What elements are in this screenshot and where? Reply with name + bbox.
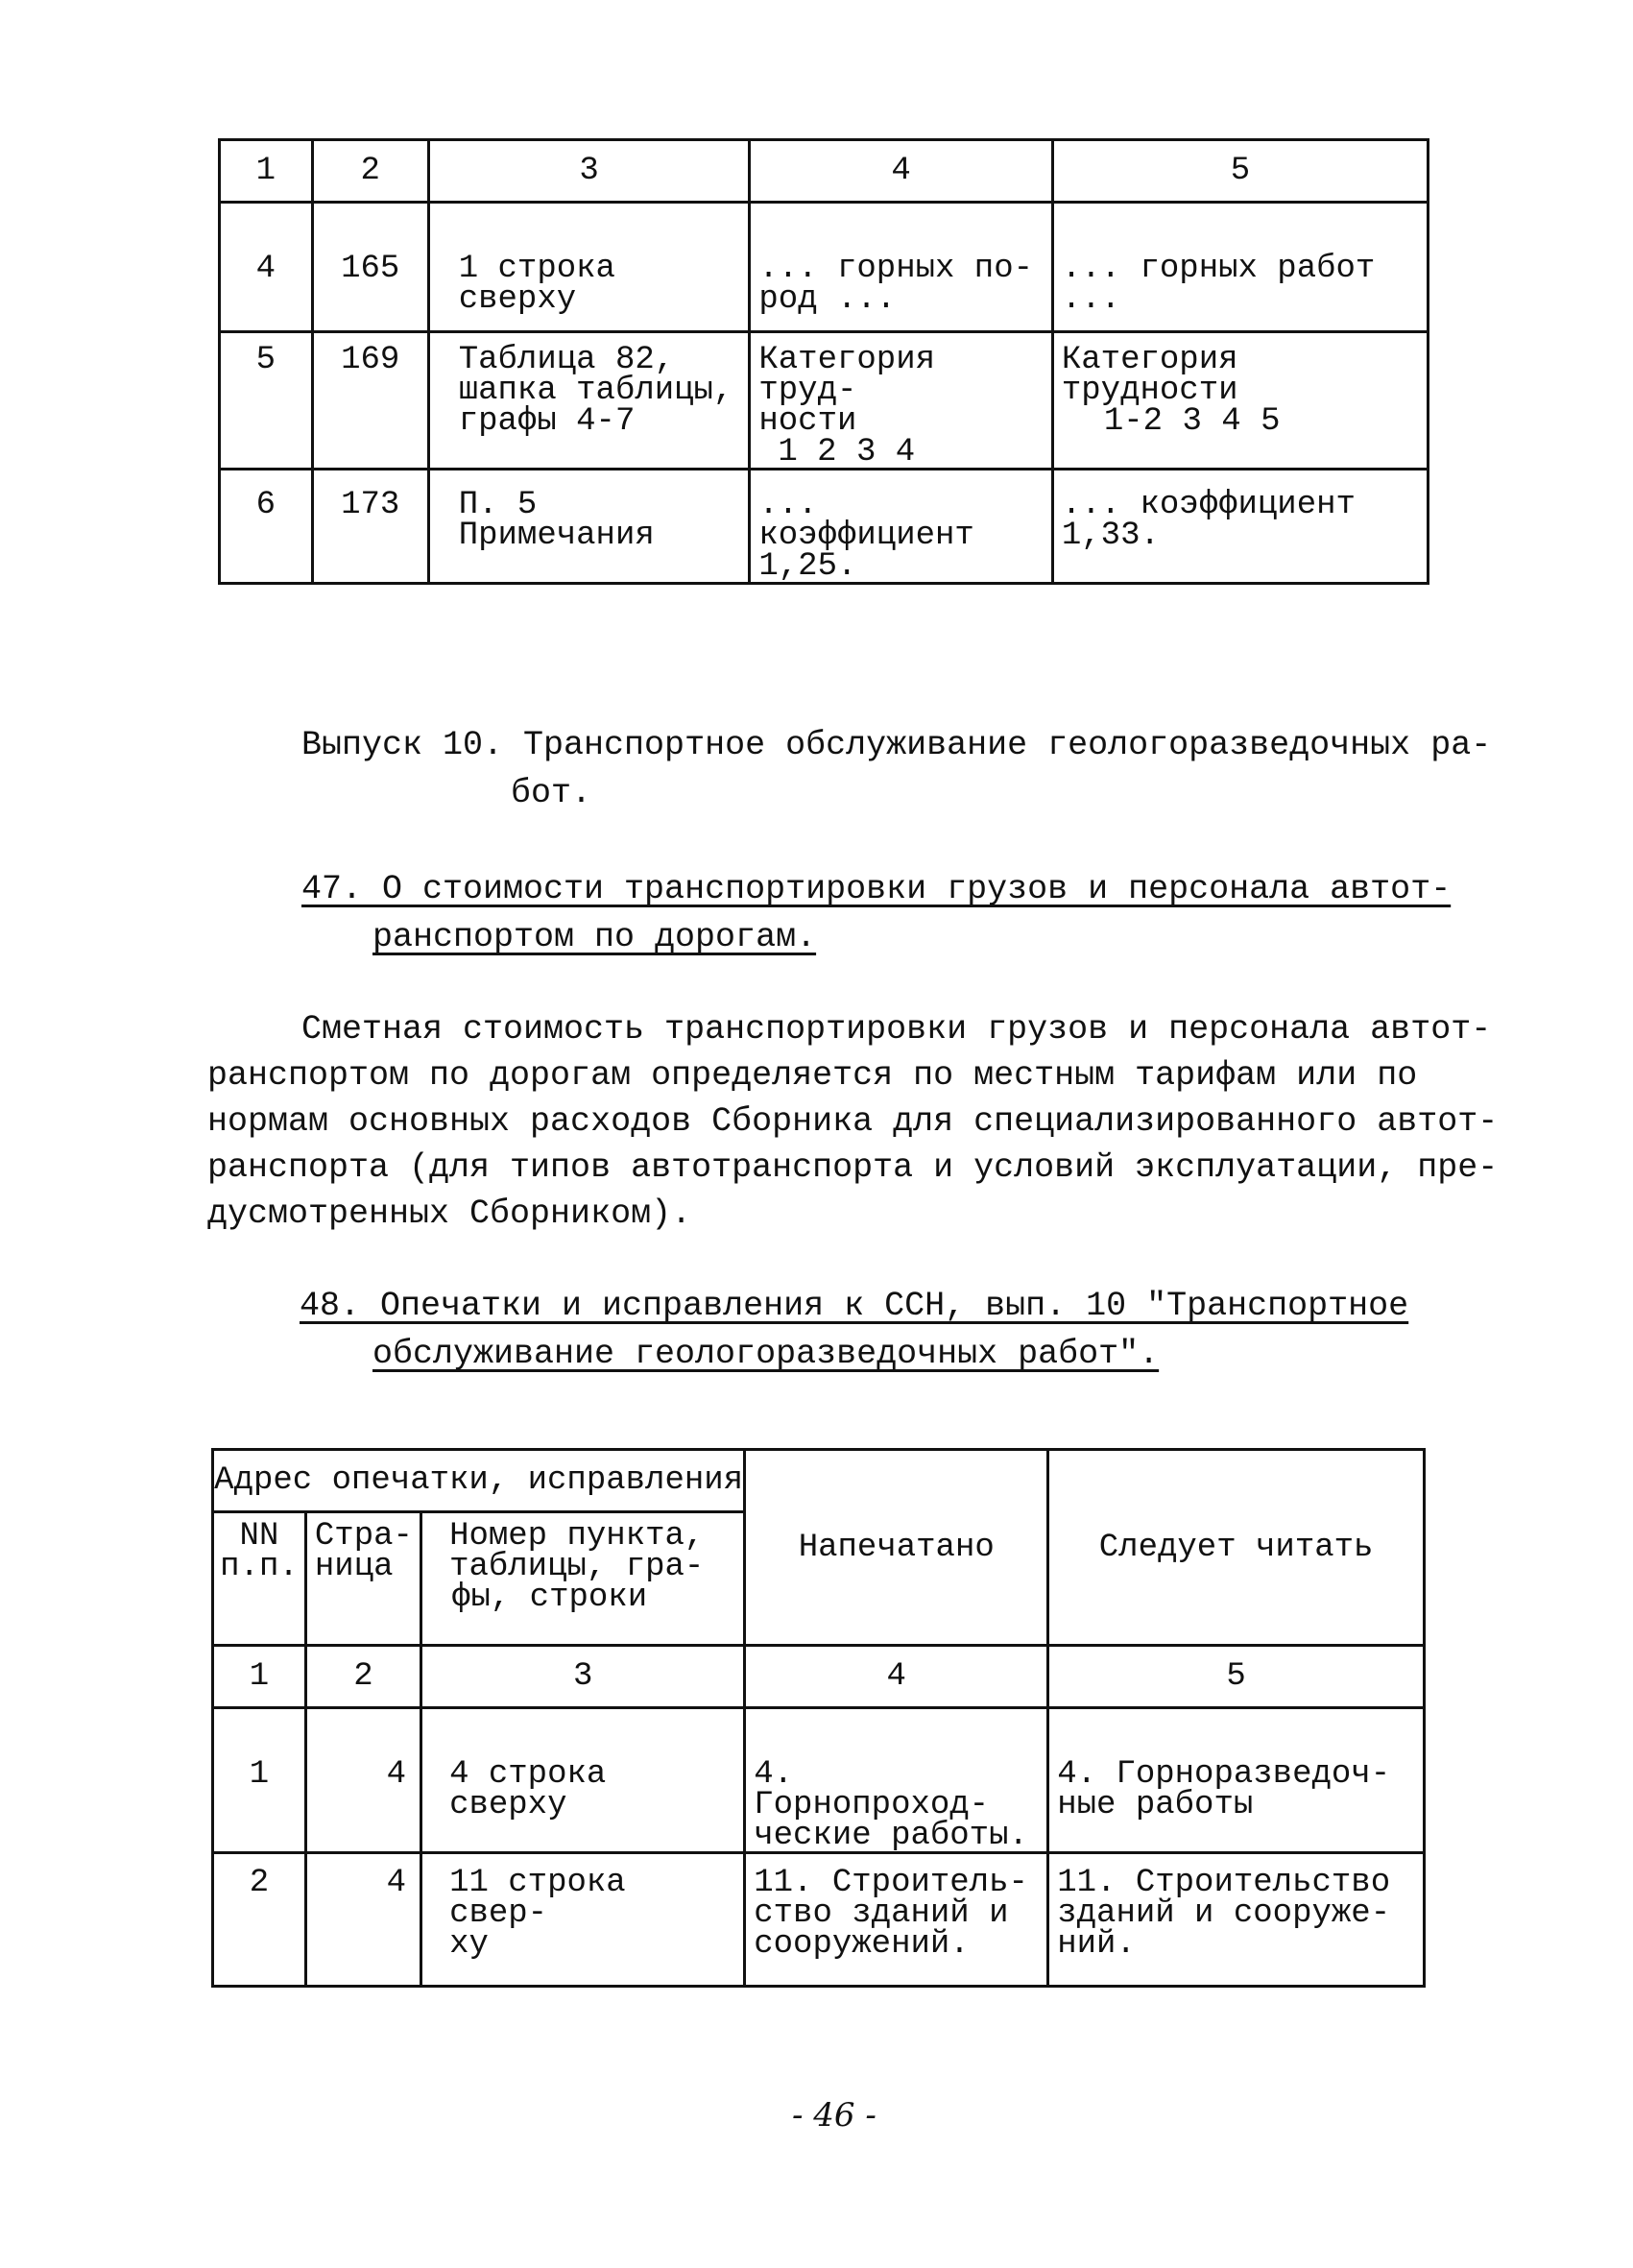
location-cell: 11 строка свер-	[449, 1865, 626, 1932]
column-number-header: 4	[750, 140, 1053, 203]
column-number-header: 2	[305, 1646, 420, 1708]
printed-text: 1 2 3 4	[778, 434, 916, 470]
location-cell: 4 строка сверху	[449, 1756, 607, 1823]
item-48-heading-continued: обслуживание геологоразведочных работ".	[372, 1335, 1160, 1373]
page-number-cell: 4	[386, 1865, 407, 1901]
correct-text: ний.	[1057, 1926, 1136, 1963]
table-header-row	[220, 140, 1429, 203]
column-number-header: 3	[421, 1646, 745, 1708]
table-row	[213, 1708, 1425, 1853]
correct-text: 1-2 3 4 5	[1103, 403, 1281, 440]
location-cell: шапка таблицы,	[458, 373, 733, 409]
column-number-header: 5	[1048, 1646, 1425, 1708]
printed-text: род ...	[758, 281, 897, 318]
printed-column-header: Напечатано	[745, 1450, 1048, 1646]
printed-text: 1,25.	[758, 548, 857, 585]
nn-header: п.п.	[220, 1549, 299, 1585]
row-number: 4	[255, 251, 276, 287]
page-header: Стра-	[314, 1518, 413, 1555]
location-cell: 1 строка сверху	[458, 251, 615, 318]
group-header-row	[213, 1450, 1425, 1512]
page-number: - 46 -	[792, 2096, 877, 2135]
column-number-header: 2	[312, 140, 428, 203]
point-header: таблицы, гра-	[449, 1549, 705, 1585]
column-number-header: 1	[220, 140, 313, 203]
printed-text: сооружений.	[754, 1926, 970, 1963]
table-row	[220, 203, 1429, 332]
point-header: Номер пункта,	[449, 1518, 705, 1555]
paragraph-line: дусмотренных Сборником).	[207, 1194, 692, 1233]
printed-text: ческие работы.	[754, 1818, 1028, 1854]
printed-text: ности	[758, 403, 857, 440]
correct-text: ...	[1061, 281, 1121, 318]
printed-text: Категория труд-	[758, 342, 936, 409]
page-number-cell: 4	[386, 1756, 407, 1793]
paragraph-line: ранспортом по дорогам определяется по местным тарифам или по	[207, 1056, 1418, 1095]
page-header: ница	[314, 1549, 394, 1585]
row-number: 5	[255, 342, 276, 378]
location-cell: П. 5 Примечания	[458, 487, 655, 554]
correct-text: 4. Горноразведоч-	[1057, 1756, 1391, 1793]
item-48-heading: 48. Опечатки и исправления к ССН, вып. 10 "Транспортное	[300, 1287, 1409, 1325]
location-cell: Таблица 82,	[458, 342, 675, 378]
errata-table-continuation	[218, 138, 1429, 585]
correct-text: 11. Строительство	[1057, 1865, 1391, 1901]
column-number-header: 5	[1052, 140, 1428, 203]
table-row	[213, 1853, 1425, 1987]
correct-text: Категория трудности	[1061, 342, 1238, 409]
row-number: 6	[255, 487, 276, 523]
item-47-heading: 47. О стоимости транспортировки грузов и персонала автот-	[301, 870, 1452, 908]
table-row	[220, 332, 1429, 470]
column-number-header: 3	[428, 140, 750, 203]
item-47-heading-continued: ранспортом по дорогам.	[372, 918, 817, 956]
printed-text: ... коэффициент	[758, 487, 974, 554]
column-number-header: 1	[213, 1646, 306, 1708]
paragraph-line: нормам основных расходов Сборника для специализированного автот-	[207, 1102, 1499, 1141]
correct-text: ... коэффициент	[1061, 487, 1356, 523]
nn-header: NN	[239, 1518, 279, 1555]
printed-text: 4. Горнопроход-	[754, 1756, 990, 1823]
column-number-header: 4	[745, 1646, 1048, 1708]
paragraph-line: Сметная стоимость транспортировки грузов и персонала автот-	[301, 1010, 1492, 1049]
column-number-row	[213, 1646, 1425, 1708]
correct-text: 1,33.	[1061, 518, 1160, 554]
page-number-cell: 169	[341, 342, 400, 378]
paragraph-line: ранспорта (для типов автотранспорта и условий эксплуатации, пре-	[207, 1148, 1499, 1187]
page-number-cell: 173	[341, 487, 400, 523]
page-number-cell: 165	[341, 251, 400, 287]
address-group-header: Адрес опечатки, исправления	[213, 1450, 745, 1512]
printed-text: 11. Строитель-	[754, 1865, 1028, 1901]
point-header: фы, строки	[451, 1580, 648, 1616]
location-cell: ху	[449, 1926, 489, 1963]
section-title: Выпуск 10. Транспортное обслуживание геологоразведочных ра-	[301, 726, 1492, 764]
printed-text: ство зданий и	[754, 1895, 1009, 1932]
correct-text: ... горных работ	[1061, 251, 1376, 287]
correct-column-header: Следует читать	[1048, 1450, 1425, 1646]
correct-text: зданий и сооруже-	[1057, 1895, 1391, 1932]
printed-text: ... горных по-	[758, 251, 1034, 287]
table-row	[220, 470, 1429, 584]
row-number: 2	[249, 1865, 270, 1901]
location-cell: графы 4-7	[458, 403, 636, 440]
section-title-continued: бот.	[511, 774, 592, 812]
correct-text: ные работы	[1057, 1787, 1254, 1823]
row-number: 1	[249, 1756, 270, 1793]
errata-table	[211, 1448, 1426, 1988]
